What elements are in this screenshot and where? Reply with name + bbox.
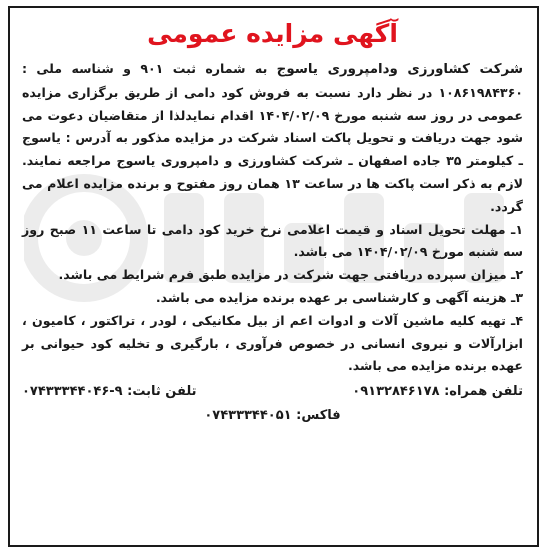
intro-text: به شماره ثبت ۹۰۱ و شناسه ملی : ۱۰۸۶۱۹۸۴۳۶۰ در نظر دارد نسبت به فروش کود دامی از طریق برگزاری مزایده عمومی در روز سه شنبه مورخ ۱۴۰۴/۰۲/۰۹ اقدام نمایدلذا از متقاضیان دعوت می شود جهت دریافت و تحویل پاکت اسناد شرکت در مزایده مذکور به آدرس : یاسوج ـ کیلومتر ۳۵ جاده اصفهان ـ شرکت کشاورزی و دامپروری یاسوج مراجعه نمایند. لازم به ذکر است پاکت ها در ساعت ۱۳ همان روز مفتوح و برنده مزایده اعلام می گردد. — [22, 61, 523, 214]
landline-number: ۰۷۴۳۳۳۴۴۰۴۶-۹ — [22, 384, 123, 400]
landline-label: تلفن ثابت: — [127, 384, 197, 400]
condition-item-2: ۲ـ میزان سپرده دریافتی جهت شرکت در مزایده طبق فرم شرایط می باشد. — [58, 267, 523, 283]
notice-content — [10, 16, 537, 428]
condition-item-3: ۳ـ هزینه آگهی و کارشناسی بر عهده برنده مزایده می باشد. — [155, 289, 523, 305]
notice-frame — [8, 6, 539, 547]
company-name: شرکت کشاورزی ودامپروری یاسوج — [276, 62, 523, 77]
contact-info — [22, 380, 523, 428]
mobile-number: ۰۹۱۳۲۸۴۶۱۷۸ — [352, 384, 440, 400]
landline-phone — [22, 380, 197, 404]
condition-item-4: ۴ـ تهیه کلیه ماشین آلات و ادوات اعم از بیل مکانیکی ، لودر ، تراکتور ، کامیون ، ابزارآلات و نیروی انسانی در خصوص فرآوری ، بارگیری و تخلیه کود حیوانی بر عهده برنده مزایده می باشد. — [22, 312, 523, 374]
contact-fax-row — [22, 404, 523, 428]
fax-label: فاکس: — [296, 408, 341, 424]
condition-item-1: ۱ـ مهلت تحویل اسناد و قیمت اعلامی نرخ خرید کود دامی تا ساعت ۱۱ صبح روز سه شنبه مورخ ۱۴۰۴/۰۲/۰۹ می باشد. — [22, 221, 523, 260]
notice-title: آگهی مزایده عمومی — [147, 19, 398, 48]
intro-paragraph — [22, 58, 523, 219]
mobile-label: تلفن همراه: — [444, 384, 523, 400]
fax-number: ۰۷۴۳۳۳۴۴۰۵۱ — [204, 408, 292, 424]
contact-phone-row — [22, 380, 523, 404]
fax — [204, 404, 340, 428]
mobile-phone — [352, 380, 523, 404]
